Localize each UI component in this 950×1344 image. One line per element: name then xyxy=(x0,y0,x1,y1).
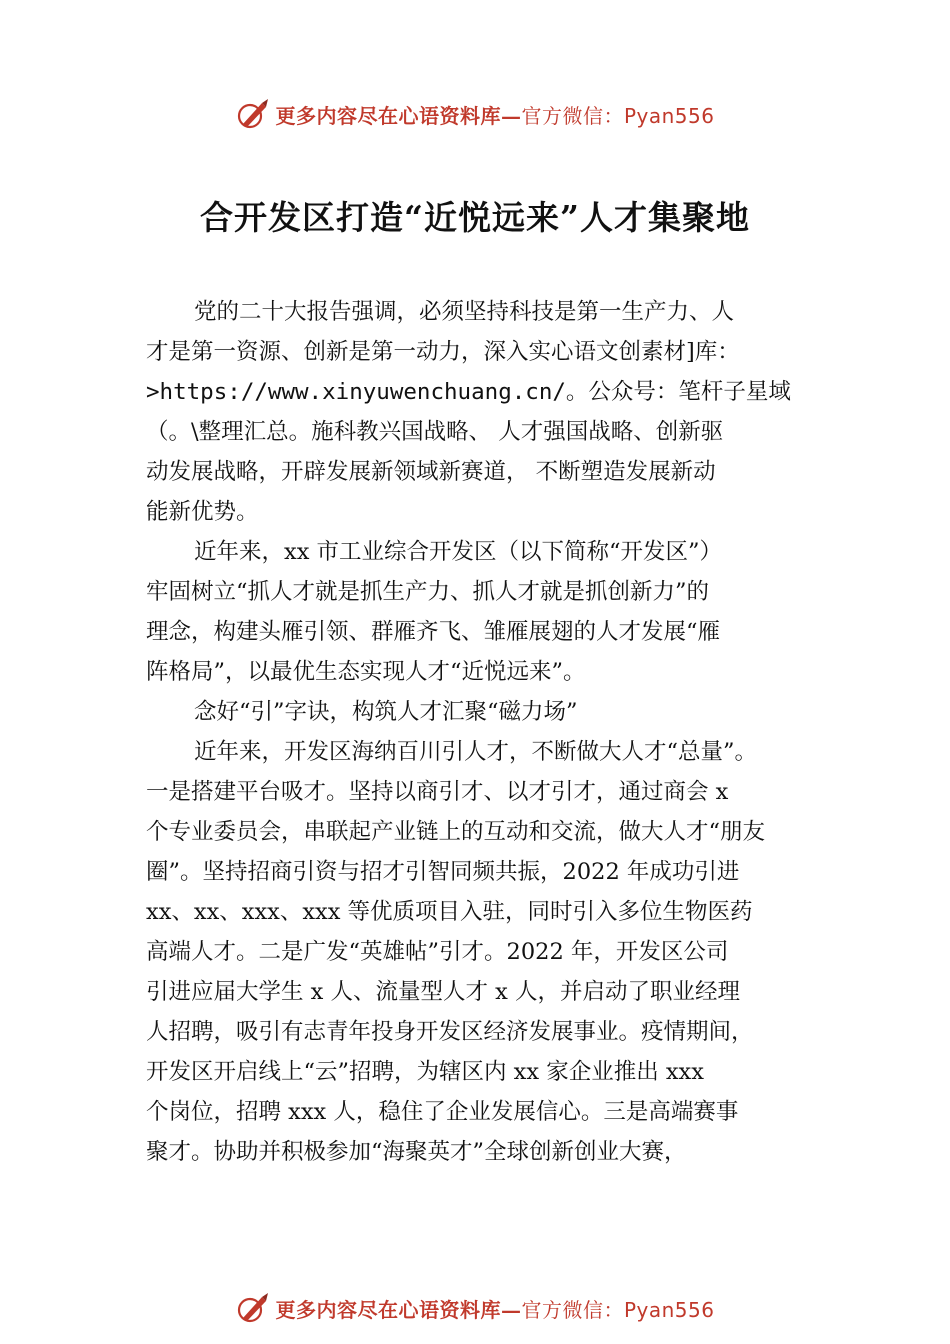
banner-contact: 官方微信：Pyan556 xyxy=(521,1297,715,1322)
body-line: 圈”。坚持招商引资与招才引智同频共振，2022 年成功引进 xyxy=(146,859,740,885)
pen-logo-icon xyxy=(235,1290,271,1326)
body-line: 近年来，开发区海纳百川引人才，不断做大人才“总量”。 xyxy=(194,739,758,765)
body-line: 牢固树立“抓人才就是抓生产力、抓人才就是抓创新力”的 xyxy=(146,579,710,605)
body-line: 动发展战略，开辟发展新领域新赛道， 不断塑造发展新动 xyxy=(146,459,716,485)
body-line: >https://www.xinyuwenchuang.cn/。公众号：笔杆子星域 xyxy=(146,379,791,405)
body-line: 个岗位，招聘 xxx 人，稳住了企业发展信心。三是高端赛事 xyxy=(146,1099,739,1125)
body-line: 高端人才。二是广发“英雄帖”引才。2022 年，开发区公司 xyxy=(146,939,729,965)
body-line: 理念，构建头雁引领、群雁齐飞、雏雁展翅的人才发展“雁 xyxy=(146,619,721,645)
header-watermark-banner xyxy=(0,94,950,134)
banner-contact: 官方微信：Pyan556 xyxy=(521,103,715,128)
body-line: 近年来，xx 市工业综合开发区（以下简称“开发区”） xyxy=(194,539,723,565)
body-line: 党的二十大报告强调，必须坚持科技是第一生产力、人 xyxy=(194,299,735,325)
footer-watermark-banner xyxy=(0,1288,950,1328)
banner-text: 更多内容尽在心语资料库— xyxy=(275,103,522,128)
pen-logo-icon xyxy=(235,96,271,132)
body-line: 引进应届大学生 x 人、流量型人才 x 人，并启动了职业经理 xyxy=(146,979,740,1005)
body-line: 能新优势。 xyxy=(146,499,259,525)
body-line: xx、xx、xxx、xxx 等优质项目入驻，同时引入多位生物医药 xyxy=(146,899,753,925)
body-line: 人招聘，吸引有志青年投身开发区经济发展事业。疫情期间， xyxy=(146,1019,754,1045)
banner-text: 更多内容尽在心语资料库— xyxy=(275,1297,522,1322)
body-line: 一是搭建平台吸才。坚持以商引才、以才引才，通过商会 x xyxy=(146,779,729,805)
body-line: 阵格局”，以最优生态实现人才“近悦远来”。 xyxy=(146,659,586,685)
document-body xyxy=(146,292,816,1172)
body-line: 才是第一资源、创新是第一动力，深入实心语文创素材]库： xyxy=(146,339,740,365)
body-line: 聚才。协助并积极参加“海聚英才”全球创新创业大赛， xyxy=(146,1139,687,1165)
body-line: 开发区开启线上“云”招聘，为辖区内 xx 家企业推出 xxx xyxy=(146,1059,704,1085)
body-line: 个专业委员会，串联起产业链上的互动和交流，做大人才“朋友 xyxy=(146,819,766,845)
section-heading: 念好“引”字诀，构筑人才汇聚“磁力场” xyxy=(194,699,578,725)
document-title: 合开发区打造“近悦远来”人才集聚地 xyxy=(200,198,750,237)
body-line: （。\整理汇总。施科教兴国战略、 人才强国战略、创新驱 xyxy=(146,419,724,445)
